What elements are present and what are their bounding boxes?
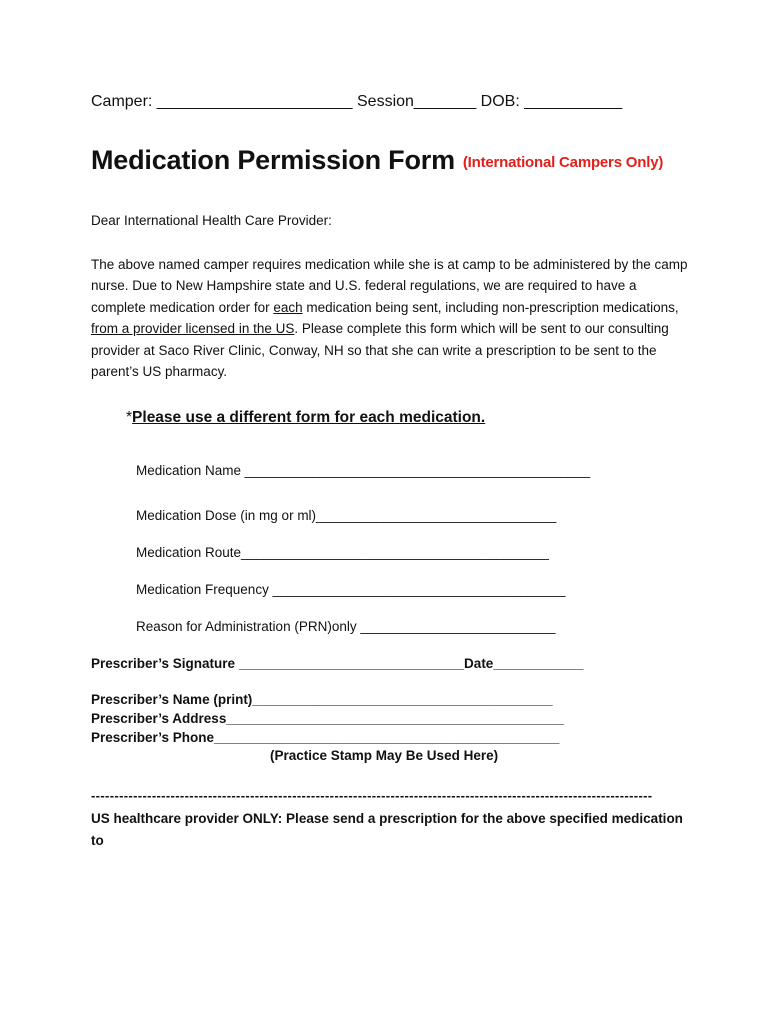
form-title-subtitle: (International Campers Only) (462, 154, 664, 171)
intro-each-underlined: each (273, 299, 303, 315)
form-title-main: Medication Permission Form (91, 145, 455, 175)
intro-part-2: medication being sent, including non-prescription medications, (302, 299, 679, 315)
notice-asterisk: * (126, 409, 133, 426)
medication-name-field[interactable]: Medication Name ______________________________________________ (136, 463, 591, 478)
practice-stamp-note: (Practice Stamp May Be Used Here) (270, 748, 499, 763)
form-title (91, 145, 663, 176)
prescriber-signature-field[interactable]: Prescriber’s Signature ______________________________Date____________ (91, 656, 584, 671)
camper-header-line: Camper: ______________________ Session_______ DOB: ___________ (91, 93, 623, 110)
reason-for-administration-field[interactable]: Reason for Administration (PRN)only __________________________ (136, 619, 556, 634)
prescriber-name-field[interactable]: Prescriber’s Name (print)________________________________________ (91, 692, 553, 707)
us-provider-instructions: US healthcare provider ONLY: Please send a prescription for the above specified medication to (91, 811, 683, 848)
intro-part-1: The above named camper requires medication while she is at camp to be administered by the camp nurse. Due to New Hampshire state and U.S. federal regulations, we are required to have a complete medication order for (91, 257, 688, 315)
medication-route-field[interactable]: Medication Route_________________________________________ (136, 545, 549, 560)
prescriber-address-field[interactable]: Prescriber’s Address_____________________________________________ (91, 711, 565, 726)
medication-dose-field[interactable]: Medication Dose (in mg or ml)________________________________ (136, 508, 557, 523)
notice-line (126, 409, 485, 427)
intro-paragraph (91, 254, 691, 382)
intro-part-3: . Please complete this form which will be sent to our consulting provider at Saco River Clinic, Conway, NH so that she can write a prescription to be sent to the parent’s US pharmacy. (91, 321, 669, 380)
notice-text: Please use a different form for each medication. (132, 409, 486, 426)
prescriber-phone-field[interactable]: Prescriber’s Phone______________________________________________ (91, 730, 560, 745)
intro-licensed-underlined: from a provider licensed in the US (91, 321, 295, 337)
greeting: Dear International Health Care Provider: (91, 213, 332, 228)
medication-frequency-field[interactable]: Medication Frequency _______________________________________ (136, 582, 566, 597)
section-divider: ------------------------------------------------------------------------------------------------------------------------ (91, 788, 653, 803)
